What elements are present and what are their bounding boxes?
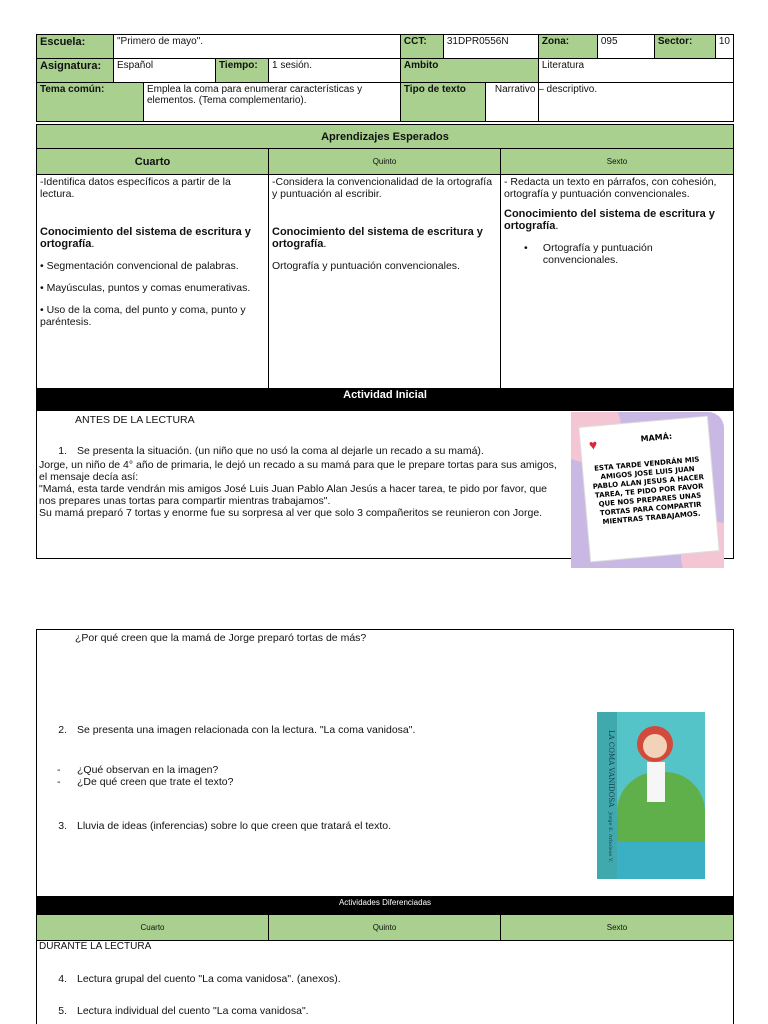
heart-icon: ♥ bbox=[588, 436, 598, 454]
cuarto-item: • Segmentación convencional de palabras. bbox=[40, 260, 239, 272]
tema-value: Emplea la coma para enumerar características y elementos. (Tema complementario). bbox=[147, 84, 363, 106]
ambito-label: Ambito bbox=[400, 59, 538, 83]
cuarto-heading: Conocimiento del sistema de escritura y ortografía. bbox=[40, 226, 251, 250]
actividad-inicial-text: 1. Se presenta la situación. (un niño que no usó la coma al dejarle un recado a su mamá). Jorge, un niño de 4° año de primaria, le dejó un recado a su mamá para que le prepare tortas para sus amigos, el mensaje decía así: "Mamá, esta tarde vendrán mis amigos José Luis Juan Pablo Alan Jesús a hacer tarea, te pido por favor, que nos prepares unas tortas para compartir mientras trabajamos". Su mamá preparó 7 tortas y enorme fue su sorpresa al ver que solo 3 compañeritos se reunieron con Jorge. bbox=[39, 445, 557, 519]
quinto-column bbox=[269, 175, 501, 389]
tiempo-value: 1 sesión. bbox=[269, 59, 401, 83]
ambito-value: Literatura bbox=[538, 59, 733, 83]
sexto-heading: Conocimiento del sistema de escritura y ortografía. bbox=[504, 208, 715, 232]
bullet-item: - ¿Qué observan en la imagen? bbox=[57, 764, 219, 776]
tipo-label: Tipo de texto bbox=[401, 83, 486, 121]
cuarto-item: • Mayúsculas, puntos y comas enumerativas. bbox=[40, 282, 251, 294]
aprendizajes-table bbox=[36, 124, 734, 389]
antes-lectura-heading: ANTES DE LA LECTURA bbox=[75, 414, 195, 426]
grade-quinto: Quinto bbox=[269, 915, 501, 941]
sexto-item: • Ortografía y puntuación convencionales. bbox=[524, 242, 653, 266]
zona-value: 095 bbox=[597, 35, 654, 59]
durante-box bbox=[36, 940, 734, 1024]
item-5: 5. Lectura individual del cuento "La coma vanidosa". bbox=[58, 1005, 309, 1017]
grade-cuarto: Cuarto bbox=[37, 915, 269, 941]
recado-image bbox=[571, 412, 724, 568]
diferenciadas-title: Actividades Diferenciadas bbox=[338, 898, 432, 907]
aprendizajes-title: Aprendizajes Esperados bbox=[37, 125, 734, 149]
item-2: 2. Se presenta una imagen relacionada con la lectura. "La coma vanidosa". bbox=[58, 724, 416, 736]
quinto-item: Ortografía y puntuación convencionales. bbox=[272, 260, 460, 272]
escuela-value: "Primero de mayo". bbox=[114, 35, 401, 59]
cct-value: 31DPR0556N bbox=[443, 35, 538, 59]
character-face bbox=[643, 734, 667, 758]
tipo-value: Narrativo – descriptivo. bbox=[538, 83, 733, 122]
grade-sexto: Sexto bbox=[501, 915, 734, 941]
item-3: 3. Lluvia de ideas (inferencias) sobre lo que creen que tratará el texto. bbox=[58, 820, 392, 832]
tiempo-label: Tiempo: bbox=[216, 59, 269, 83]
item-4: 4. Lectura grupal del cuento "La coma vanidosa". (anexos). bbox=[58, 973, 341, 985]
note-title: MAMÁ: bbox=[640, 431, 673, 444]
diferenciadas-grades bbox=[36, 914, 734, 941]
grade-cuarto: Cuarto bbox=[37, 149, 269, 175]
quinto-intro: -Considera la convencionalidad de la ortografía y puntuación al escribir. bbox=[272, 176, 493, 200]
bullet-item: - ¿De qué creen que trate el texto? bbox=[57, 776, 234, 788]
actividad-inicial-bar bbox=[36, 389, 734, 411]
sector-label: Sector: bbox=[654, 35, 715, 59]
sector-value: 10 bbox=[715, 35, 733, 59]
cct-label: CCT: bbox=[400, 35, 443, 59]
durante-heading: DURANTE LA LECTURA bbox=[39, 941, 152, 952]
zona-label: Zona: bbox=[538, 35, 597, 59]
grade-sexto: Sexto bbox=[501, 149, 734, 175]
header-table bbox=[36, 34, 734, 122]
asignatura-value: Español bbox=[114, 59, 216, 83]
book-cover-image bbox=[597, 712, 705, 879]
tema-label: Tema común: bbox=[37, 83, 144, 121]
escuela-label: Escuela: bbox=[37, 35, 114, 59]
cuarto-column bbox=[37, 175, 269, 389]
question-text: ¿Por qué creen que la mamá de Jorge preparó tortas de más? bbox=[75, 632, 367, 644]
bullet-list bbox=[57, 764, 233, 788]
quinto-heading: Conocimiento del sistema de escritura y ortografía. bbox=[272, 226, 483, 250]
water bbox=[617, 842, 705, 879]
asignatura-label: Asignatura: bbox=[37, 59, 114, 83]
tema-cell bbox=[37, 83, 401, 122]
sexto-column bbox=[501, 175, 734, 389]
note-body: ESTA TARDE VENDRÁN MIS AMIGOS JOSE LUIS JUAN PABLO ALAN JESUS A HACER TAREA, TE PIDO POR FAVOR QUE NOS PREPARES UNAS TORTAS PARA COMPARTIR MIENTRAS TRABAJAMOS. bbox=[592, 455, 705, 527]
note-card bbox=[579, 417, 718, 562]
grade-quinto: Quinto bbox=[269, 149, 501, 175]
diferenciadas-bar bbox=[36, 896, 734, 914]
character-body bbox=[647, 762, 665, 802]
actividad-inicial-title: Actividad Inicial bbox=[343, 389, 427, 401]
cuarto-intro: -Identifica datos específicos a partir de la lectura. bbox=[40, 176, 231, 200]
book-title: LA COMA VANIDOSA bbox=[607, 730, 615, 808]
cuarto-item: • Uso de la coma, del punto y coma, punto y paréntesis. bbox=[40, 304, 246, 328]
book-author: Jorge E. Arboleas V. bbox=[607, 812, 613, 863]
sexto-intro: - Redacta un texto en párrafos, con cohesión, ortografía y puntuación convencionales. bbox=[504, 176, 717, 200]
